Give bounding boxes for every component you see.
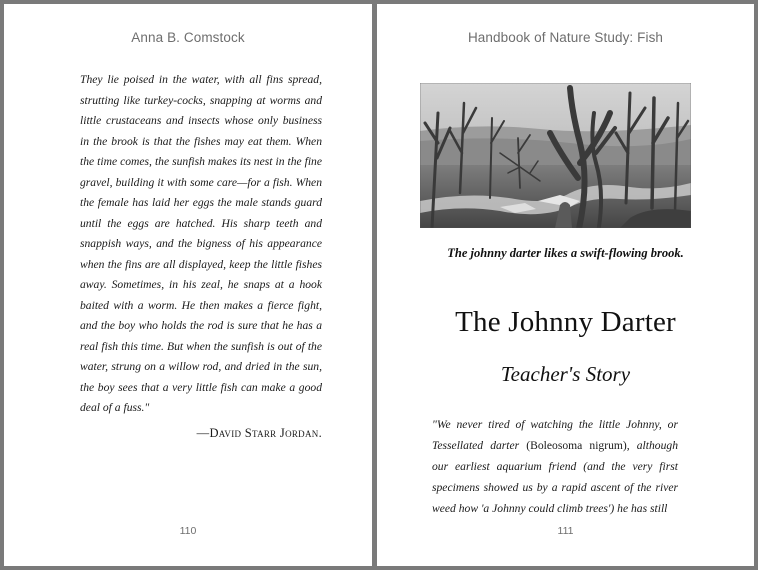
- scientific-name: (Boleosoma nigrum): [526, 439, 627, 452]
- page-number: 110: [179, 525, 197, 537]
- attribution-dash: —: [196, 426, 210, 440]
- attribution-name: David Starr Jordan.: [209, 426, 322, 440]
- right-page[interactable]: [377, 4, 754, 566]
- page-number: 111: [557, 525, 574, 537]
- story-text: [432, 414, 678, 519]
- story-text-part1: "We never tired of watching the little Johnny, or Tessellated darter: [432, 418, 678, 452]
- brook-photo-image: [420, 83, 691, 228]
- story-paragraph: [432, 414, 678, 519]
- epigraph-paragraph: They lie poised in the water, with all fins spread, strutting like turkey-cocks, snapping at worms and little crustaceans and insects whose only business in the brook is that the fishes may eat them. When the time comes, the sunfish makes its nest in the fine gravel, building it with some care—for a fish. When the female has laid her eggs the male stands guard until the eggs are hatched. His sharp teeth and snappish ways, and the bigness of his appearance when the fins are all displayed, keep the little fishes away. Sometimes, in his zeal, he snaps at a hook baited with a worm. He then makes a fierce fight, and the boy who holds the rod is sure that he has a real fish this time. But when the sunfish is out of the water, strung on a willow rod, and dried in the sun, the boy sees that a very little fish can make a good deal of a fuss.": [80, 73, 322, 414]
- photo-caption: The johnny darter likes a swift-flowing brook.: [447, 246, 684, 260]
- running-head-title: Handbook of Nature Study: Fish: [467, 30, 664, 45]
- epigraph-text: [80, 70, 322, 419]
- chapter-title: The Johnny Darter: [455, 306, 676, 338]
- left-page[interactable]: [4, 4, 372, 566]
- brook-illustration: [420, 83, 691, 228]
- attribution: [197, 426, 322, 441]
- chapter-subtitle: Teacher's Story: [500, 362, 631, 386]
- story-text-part3: , although our earliest aquarium friend (and the very first specimens showed us by a rapid ascent of the river weed how 'a Johnny could climb trees') he has still: [432, 439, 678, 515]
- running-head-author: Anna B. Comstock: [131, 30, 245, 45]
